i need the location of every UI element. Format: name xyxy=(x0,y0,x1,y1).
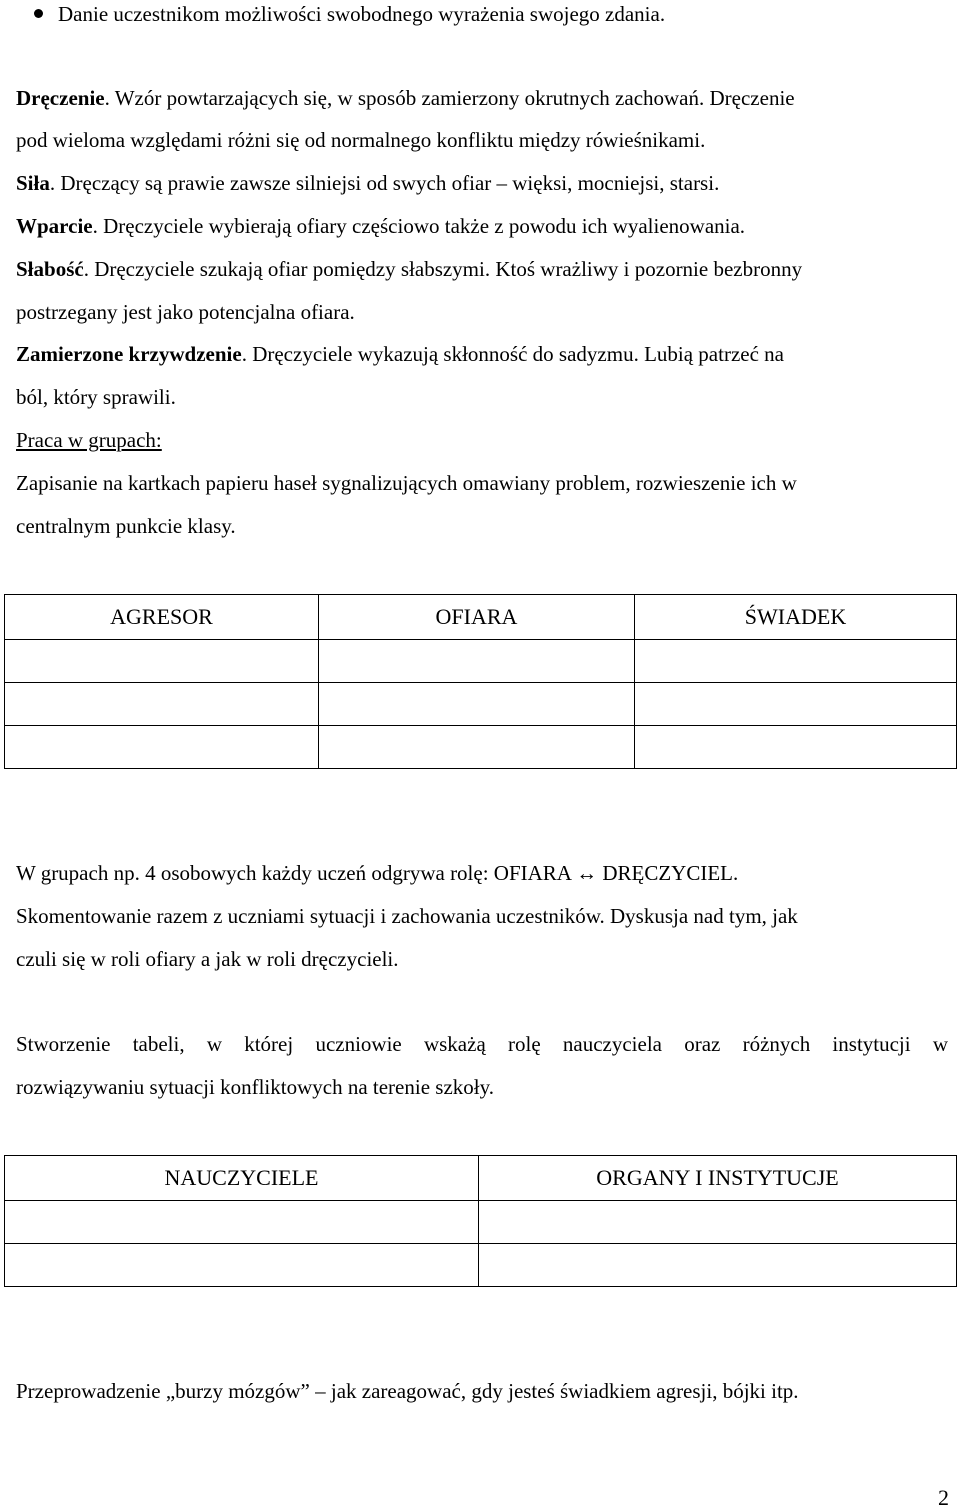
group-work-heading-text: Praca w grupach: xyxy=(16,428,162,452)
definition-sila xyxy=(16,169,948,197)
table-task-text: Stworzenie tabeli, w której uczniowie wskażą rolę nauczyciela oraz różnych instytucji w xyxy=(16,1032,948,1056)
header-cell-organy-i-instytucje: ORGANY I INSTYTUCJE xyxy=(479,1156,957,1201)
definition-wparcie xyxy=(16,212,948,240)
empty-cell[interactable] xyxy=(635,640,957,683)
table-task-line1 xyxy=(16,1030,948,1058)
definition-term: Dręczenie xyxy=(16,86,105,110)
table-row xyxy=(5,726,957,769)
definition-term: Wparcie xyxy=(16,214,93,238)
empty-cell[interactable] xyxy=(5,1201,479,1244)
roleplay-line3 xyxy=(16,945,948,973)
group-work-line1 xyxy=(16,469,948,497)
institutions-table xyxy=(4,1155,957,1287)
roleplay-line2 xyxy=(16,902,948,930)
empty-cell[interactable] xyxy=(479,1201,957,1244)
brainstorm-line xyxy=(16,1377,948,1405)
table-task-text: rozwiązywaniu sytuacji konfliktowych na terenie szkoły. xyxy=(16,1075,494,1099)
definition-slabosc-line1 xyxy=(16,255,948,283)
roleplay-line1 xyxy=(16,859,948,887)
definition-zamierzone-line2 xyxy=(16,383,948,411)
group-work-heading xyxy=(16,426,948,454)
definition-text: ból, który sprawili. xyxy=(16,385,176,409)
definition-text: . Dręczyciele wybierają ofiary częściowo także z powodu ich wyalienowania. xyxy=(92,214,746,238)
empty-cell[interactable] xyxy=(5,726,319,769)
institutions-table-header-row xyxy=(5,1156,957,1201)
empty-cell[interactable] xyxy=(5,1244,479,1287)
table-task-line2 xyxy=(16,1073,948,1101)
table-row xyxy=(5,1201,957,1244)
empty-cell[interactable] xyxy=(479,1244,957,1287)
bullet-item-text: Danie uczestnikom możliwości swobodnego wyrażenia swojego zdania. xyxy=(58,2,666,26)
header-cell-swiadek: ŚWIADEK xyxy=(635,595,957,640)
empty-cell[interactable] xyxy=(5,640,319,683)
roles-table xyxy=(4,594,957,769)
definition-dreczenie-line1 xyxy=(16,84,948,112)
page-number: 2 xyxy=(938,1485,949,1510)
empty-cell[interactable] xyxy=(319,640,635,683)
definition-slabosc-line2 xyxy=(16,298,948,326)
roleplay-text: Skomentowanie razem z uczniami sytuacji i zachowania uczestników. Dyskusja nad tym, jak xyxy=(16,904,798,928)
group-work-text: Zapisanie na kartkach papieru haseł sygnalizujących omawiany problem, rozwieszenie ich w xyxy=(16,471,797,495)
definition-text: postrzegany jest jako potencjalna ofiara. xyxy=(16,300,355,324)
definition-text: . Wzór powtarzających się, w sposób zamierzony okrutnych zachowań. Dręczenie xyxy=(104,86,795,110)
definition-text: . Dręczący są prawie zawsze silniejsi od swych ofiar – więksi, mocniejsi, starsi. xyxy=(49,171,720,195)
roleplay-text: czuli się w roli ofiary a jak w roli dręczycieli. xyxy=(16,947,399,971)
definition-zamierzone-line1 xyxy=(16,340,948,368)
definition-term: Słabość xyxy=(16,257,84,281)
empty-cell[interactable] xyxy=(319,726,635,769)
roleplay-text: W grupach np. 4 osobowych każdy uczeń odgrywa rolę: OFIARA ↔ DRĘCZYCIEL. xyxy=(16,861,739,885)
header-cell-ofiara: OFIARA xyxy=(319,595,635,640)
definition-text: . Dręczyciele szukają ofiar pomiędzy słabszymi. Ktoś wrażliwy i pozornie bezbronny xyxy=(83,257,803,281)
definition-text: pod wieloma względami różni się od normalnego konfliktu między rówieśnikami. xyxy=(16,128,706,152)
group-work-text: centralnym punkcie klasy. xyxy=(16,514,236,538)
brainstorm-text: Przeprowadzenie „burzy mózgów” – jak zareagować, gdy jesteś świadkiem agresji, bójki itp. xyxy=(16,1379,799,1403)
empty-cell[interactable] xyxy=(5,683,319,726)
bullet-list-item xyxy=(58,0,948,28)
header-cell-nauczyciele: NAUCZYCIELE xyxy=(5,1156,479,1201)
definition-dreczenie-line2 xyxy=(16,126,948,154)
roles-table-header-row xyxy=(5,595,957,640)
table-row xyxy=(5,640,957,683)
definition-text: . Dręczyciele wykazują skłonność do sadyzmu. Lubią patrzeć na xyxy=(241,342,784,366)
empty-cell[interactable] xyxy=(635,726,957,769)
definition-term: Zamierzone krzywdzenie xyxy=(16,342,242,366)
empty-cell[interactable] xyxy=(635,683,957,726)
bullet-icon xyxy=(34,9,43,18)
group-work-line2 xyxy=(16,512,948,540)
header-cell-agresor: AGRESOR xyxy=(5,595,319,640)
empty-cell[interactable] xyxy=(319,683,635,726)
definition-term: Siła xyxy=(16,171,50,195)
table-row xyxy=(5,683,957,726)
table-row xyxy=(5,1244,957,1287)
